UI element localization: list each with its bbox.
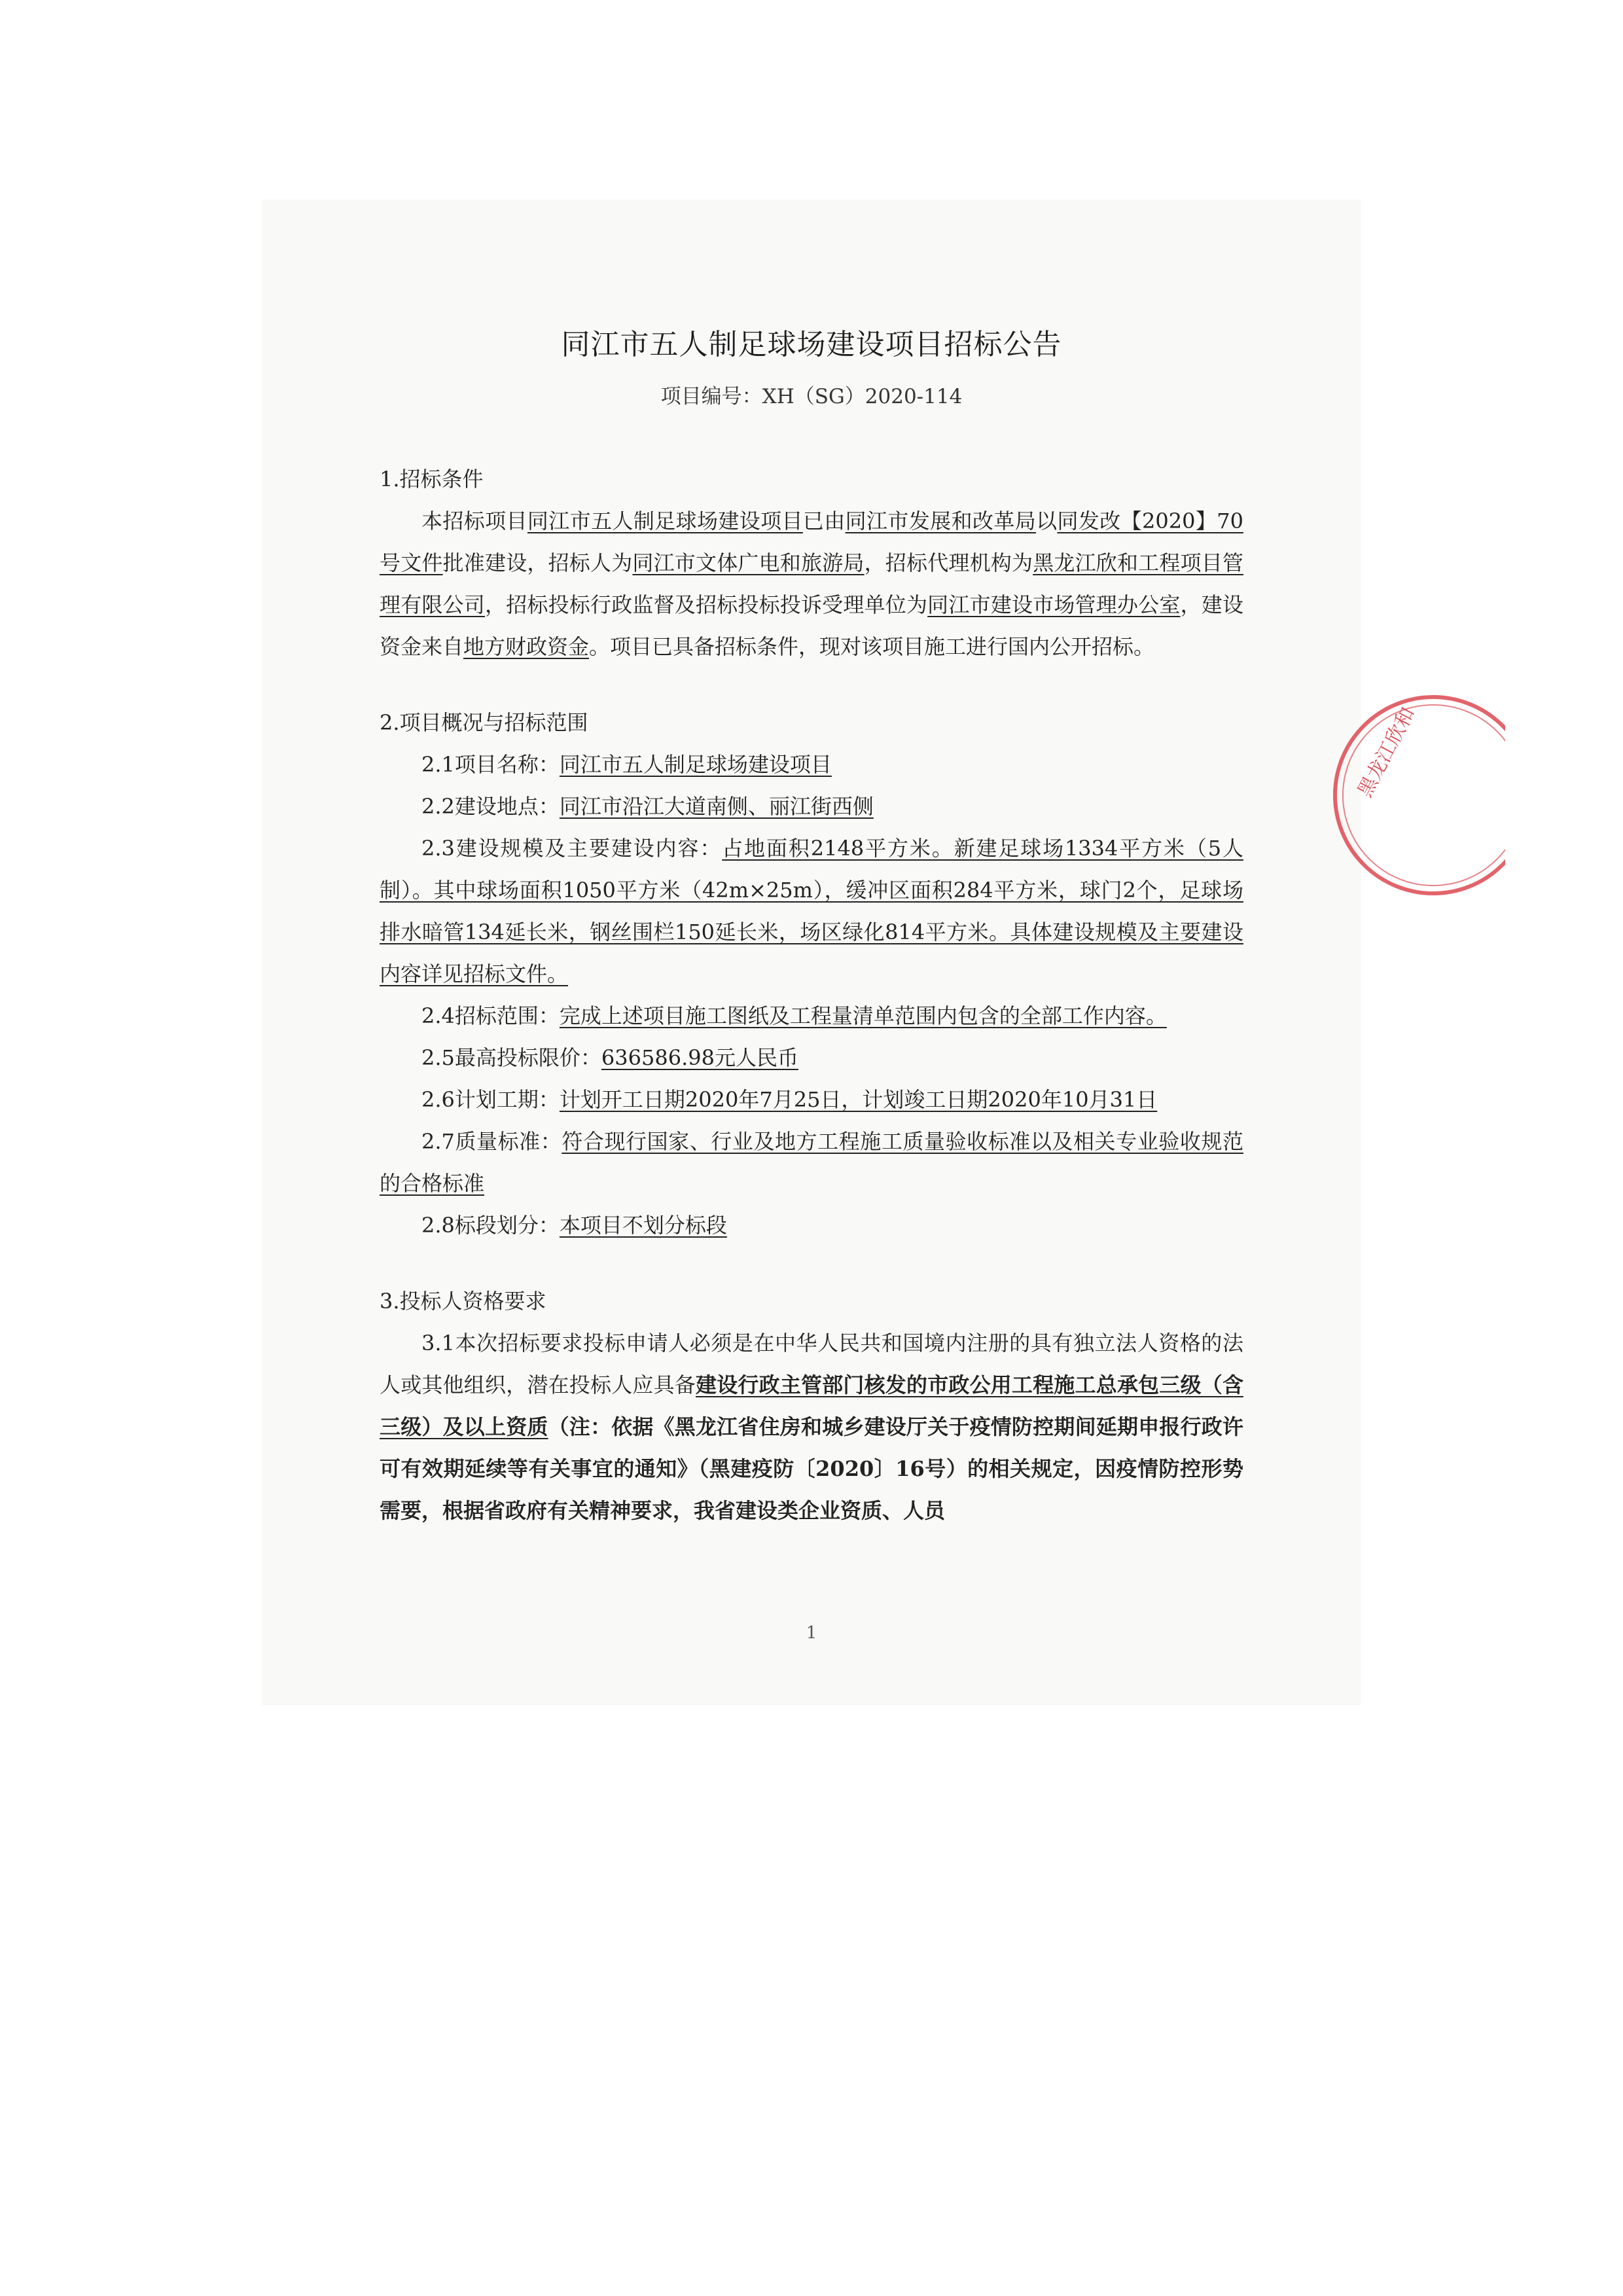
agent-value: 黑龙江欣和工程项目管理有限公司 <box>380 550 1243 617</box>
item-label: 2.5最高投标限价： <box>421 1045 601 1070</box>
text: 3.1本次招标要求投标申请人必须是在中华人民共和国境内注册的具有独立法人资格的法人或其他组织，潜在投标人应具备 <box>380 1331 1243 1397</box>
document-body <box>380 458 1243 1532</box>
red-seal-stamp <box>1309 694 1505 897</box>
text: 批准建设，招标人为 <box>442 550 633 575</box>
section2-heading: 2.项目概况与招标范围 <box>380 710 588 735</box>
item-value: 同江市五人制足球场建设项目 <box>559 752 832 777</box>
item-value: 同江市沿江大道南侧、丽江街西侧 <box>559 794 874 819</box>
item-value: 符合现行国家、行业及地方工程施工质量验收标准以及相关专业验收规范的合格标准 <box>380 1129 1243 1196</box>
section1-paragraph <box>380 500 1243 668</box>
text: （注：依据《黑龙江省住房和城乡建设厅关于疫情防控期间延期申报行政许可有效期延续等有关事宜的通知》（黑建疫防〔2020〕16号）的相关规定，因疫情防控形势需要，根据省政府有关精神要求，我省建设类企业资质、人员 <box>380 1414 1243 1523</box>
supervisor-value: 同江市建设市场管理办公室 <box>927 592 1181 617</box>
section3-paragraph <box>380 1322 1243 1532</box>
item-label: 2.4招标范围： <box>421 1003 560 1028</box>
item-value: 636586.98元人民币 <box>601 1045 798 1070</box>
item-label: 2.2建设地点： <box>421 794 560 819</box>
item-label: 2.6计划工期： <box>421 1087 560 1112</box>
item-label: 2.3建设规模及主要建设内容： <box>421 836 722 861</box>
text: 。项目已具备招标条件，现对该项目施工进行国内公开招标。 <box>589 634 1155 659</box>
document-title: 同江市五人制足球场建设项目招标公告 <box>561 328 1062 361</box>
text: ，招标投标行政监督及招标投标投诉受理单位为 <box>485 592 928 617</box>
text: ，建设资金来自 <box>380 592 1243 659</box>
tenderer-value: 同江市文体广电和旅游局 <box>632 550 865 575</box>
item-2-6 <box>380 1079 1243 1121</box>
item-value: 占地面积2148平方米。新建足球场1334平方米（5人制）。其中球场面积1050平方米（42m×25m），缓冲区面积284平方米，球门2个，足球场排水暗管134延长米，钢丝围栏150延长米，场区绿化814平方米。具体建设规模及主要建设内容详见招标文件。 <box>380 836 1243 986</box>
svg-text:黑龙江欣和: 黑龙江欣和 <box>1353 703 1420 801</box>
approver-value: 同江市发展和改革局 <box>845 509 1037 533</box>
text: 以 <box>1036 509 1058 533</box>
item-2-8 <box>380 1204 1243 1246</box>
funds-value: 地方财政资金 <box>463 634 590 659</box>
item-2-5 <box>380 1037 1243 1079</box>
text: ，招标代理机构为 <box>864 550 1033 575</box>
text: 本招标项目 <box>421 509 527 533</box>
page-number: 1 <box>806 1623 817 1643</box>
item-value: 计划开工日期2020年7月25日，计划竣工日期2020年10月31日 <box>559 1087 1158 1112</box>
item-value: 完成上述项目施工图纸及工程量清单范围内包含的全部工作内容。 <box>559 1003 1167 1028</box>
qualification-value: 建设行政主管部门核发的市政公用工程施工总承包三级（含三级）及以上资质 <box>380 1372 1243 1439</box>
item-value: 本项目不划分标段 <box>559 1213 727 1238</box>
item-2-2 <box>380 785 1243 827</box>
item-2-1 <box>380 744 1243 785</box>
document-number-value: 同发改【2020】70号文件 <box>380 509 1243 575</box>
item-label: 2.7质量标准： <box>421 1129 562 1154</box>
item-label: 2.8标段划分： <box>421 1213 560 1238</box>
project-name-value: 同江市五人制足球场建设项目 <box>527 509 803 533</box>
section3-heading: 3.投标人资格要求 <box>380 1289 546 1314</box>
text: 已由 <box>802 509 846 533</box>
project-number: 项目编号：XH（SG）2020-114 <box>660 385 963 408</box>
item-2-3 <box>380 827 1243 995</box>
item-2-7 <box>380 1121 1243 1204</box>
section1-heading: 1.招标条件 <box>380 467 484 492</box>
item-2-4 <box>380 995 1243 1037</box>
item-label: 2.1项目名称： <box>421 752 560 777</box>
